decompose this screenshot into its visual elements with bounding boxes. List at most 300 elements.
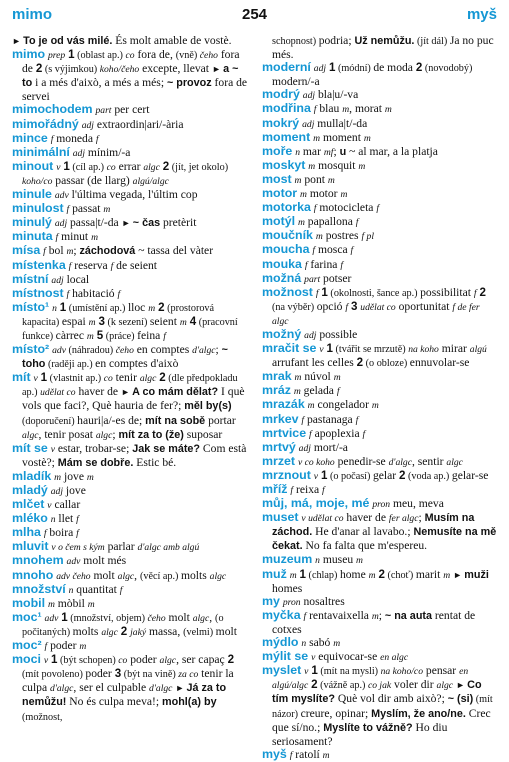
grammar-label: d'algc amb algú: [137, 542, 200, 554]
sense-number: 2: [311, 678, 318, 692]
grammar-label: adj: [304, 329, 317, 341]
grammar-label: algú/algc: [132, 175, 169, 187]
grammar-label: m: [342, 104, 350, 116]
translation-text: podria;: [318, 34, 355, 47]
grammar-label: f: [322, 485, 325, 496]
grammar-label: adv čeho: [56, 570, 91, 582]
grammar-label: v: [304, 666, 309, 678]
translation-text: mulla|t/-da: [314, 116, 368, 130]
grammar-label: pron: [282, 596, 301, 608]
grammar-label: adj: [50, 486, 63, 497]
gloss-note: (choť): [384, 569, 416, 581]
translation-text: ;: [215, 343, 222, 357]
headword: mimochodem: [12, 102, 93, 117]
grammar-label: co jak: [367, 680, 392, 692]
translation-text: molt: [90, 568, 118, 582]
translation-text: motocicleta: [316, 201, 377, 215]
grammar-label: algc: [95, 429, 113, 441]
translation-text: ;: [112, 427, 119, 441]
translation-text: poder: [47, 639, 80, 653]
translation-text: ;: [418, 511, 425, 525]
headword: možnost: [262, 284, 313, 299]
gloss-note: (s výjimkou): [42, 64, 100, 76]
headword: mrazák: [262, 397, 305, 412]
gloss-note: (mít názor): [272, 694, 493, 720]
translation-text: passa|t/-da: [67, 216, 122, 230]
translation-text: museu: [319, 553, 357, 567]
grammar-label: algc: [436, 680, 454, 692]
translation-text: poder: [85, 667, 115, 681]
grammar-label: f: [289, 749, 293, 761]
example-phrase: ~ toho: [22, 344, 228, 371]
dictionary-entry: [262, 469, 498, 483]
translation-text: potser: [320, 271, 352, 285]
example-phrase: Myslím, že ano/ne.: [371, 707, 466, 720]
headword: minule: [12, 187, 52, 202]
translation-text: mort/-a: [310, 440, 348, 454]
translation-text: fora de: [22, 48, 240, 76]
translation-text: voler dir: [391, 678, 437, 692]
translation-text: massa,: [146, 624, 184, 638]
grammar-label: adv: [52, 345, 66, 357]
example-phrase: měl by(s): [184, 400, 232, 413]
grammar-label: algc: [117, 570, 135, 582]
sense-number: 3: [350, 299, 358, 313]
grammar-label: f: [313, 203, 317, 215]
gloss-note: (být na vině): [121, 669, 179, 681]
grammar-label: jaký: [130, 626, 147, 638]
gloss-note: (oblast ap.): [74, 50, 126, 62]
grammar-label: f: [309, 428, 312, 440]
translation-text: homes: [272, 581, 303, 595]
header-first-word: mimo: [12, 6, 53, 23]
translation-text: fora de,: [134, 48, 176, 62]
grammar-label: m: [148, 302, 156, 314]
grammar-label: v udělat co: [301, 513, 344, 525]
grammar-label: čeho: [115, 345, 134, 357]
dictionary-entry: [12, 202, 248, 216]
translation-text: excepte, llevat: [139, 62, 212, 76]
translation-text: farina: [307, 257, 341, 271]
gloss-note: (doporučení): [22, 415, 78, 427]
dictionary-entry: [262, 88, 498, 102]
translation-text: He d'anar al lavabo.;: [312, 525, 414, 539]
grammar-label: v: [47, 500, 52, 512]
headword: minulost: [12, 201, 64, 216]
dictionary-entry: [262, 159, 498, 173]
example-phrase: A co mám dělat?: [132, 386, 219, 399]
example-phrase: a ~ to: [22, 63, 239, 90]
dictionary-entry: [262, 609, 498, 636]
translation-text: meu, meva: [390, 497, 444, 511]
translation-text: en comptes d'això: [95, 357, 179, 371]
headword: mladík: [12, 468, 52, 483]
translation-text: Crec que sí/no.;: [272, 706, 491, 734]
dictionary-entry: [12, 540, 248, 554]
gloss-note: (chlap): [306, 569, 340, 581]
dictionary-entry: [262, 441, 498, 455]
headword: moc²: [12, 638, 42, 653]
dictionary-entry: [262, 427, 498, 441]
dictionary-entry: [12, 230, 248, 244]
sense-number: 2: [415, 61, 423, 75]
grammar-label: f: [117, 288, 121, 300]
grammar-label: d'algc: [149, 683, 173, 695]
gloss-note: (jít, jet okolo): [169, 161, 229, 173]
example-phrase: Mám se dobře.: [57, 456, 134, 469]
translation-text: marit: [415, 567, 444, 581]
gloss-note: (o počitaných): [22, 612, 224, 638]
sense-number: 1: [321, 285, 328, 299]
translation-text: , tenir posat: [38, 427, 96, 441]
translation-text: extraordin|ari/-ària: [93, 117, 184, 131]
grammar-label: m: [308, 160, 316, 172]
grammar-label: f: [304, 259, 308, 271]
translation-text: mar: [300, 144, 324, 158]
grammar-label: m: [340, 189, 348, 201]
translation-text: , morat: [349, 102, 385, 116]
page-number: 254: [241, 6, 268, 23]
gloss-note: (voda ap.): [405, 470, 452, 482]
grammar-label: f: [345, 301, 349, 313]
headword: mrznout: [262, 467, 311, 482]
headword: mít: [12, 370, 31, 385]
grammar-label: m: [103, 204, 111, 216]
sense-number: 1: [328, 61, 336, 75]
translation-text: mirar: [438, 342, 470, 356]
dictionary-entry: [12, 287, 248, 301]
dictionary-entry: [12, 103, 248, 117]
grammar-label: m: [300, 189, 307, 201]
translation-text: jove: [62, 484, 86, 497]
grammar-label: v: [43, 655, 49, 667]
headword: mračit se: [262, 341, 317, 356]
headword: místní: [12, 271, 49, 286]
grammar-label: m: [333, 372, 341, 384]
sense-number: 2: [162, 159, 170, 173]
translation-text: estar, trobar-se;: [54, 441, 133, 455]
headword: muž: [262, 566, 287, 581]
grammar-label: f: [336, 386, 340, 398]
example-phrase: záchodová: [79, 245, 136, 258]
translation-text: Ja no puc més.: [272, 34, 494, 62]
translation-text: molts: [72, 624, 102, 638]
dictionary-entry: [12, 484, 248, 498]
grammar-label: m: [322, 749, 330, 761]
phrase-marker-icon: ►: [12, 36, 24, 46]
translation-text: oportunitat: [395, 299, 453, 313]
translation-text: Com està vostè?;: [22, 441, 247, 469]
translation-text: pastanaga: [304, 412, 356, 426]
grammar-label: v: [319, 344, 324, 356]
headword: mít se: [12, 440, 48, 455]
dictionary-entry: [12, 132, 248, 146]
translation-text: ratolí: [292, 747, 323, 761]
translation-text: congelador: [314, 398, 372, 412]
dictionary-entry: [262, 413, 498, 427]
dictionary-entry: [12, 371, 248, 441]
translation-text: en comptes: [133, 343, 193, 357]
grammar-label: m: [363, 132, 371, 144]
dictionary-entry: [12, 34, 248, 48]
example-phrase: mít za to (že): [118, 428, 184, 441]
gloss-note: (k sezení): [104, 316, 150, 328]
grammar-label: m: [87, 598, 95, 610]
grammar-label: f: [355, 217, 359, 229]
translation-text: No és culpa meva!;: [66, 695, 163, 709]
grammar-label: v: [56, 161, 61, 173]
sense-number: 1: [61, 610, 68, 624]
grammar-label: f: [350, 245, 354, 257]
dictionary-entry: [12, 188, 248, 202]
grammar-label: adj: [81, 119, 94, 131]
grammar-label: d'algc: [192, 345, 216, 357]
translation-text: molts: [180, 568, 210, 582]
dictionary-entry: [12, 653, 248, 723]
headword: mimořádný: [12, 116, 79, 131]
gloss-note: (vně): [175, 50, 200, 62]
headword: mrak: [262, 369, 292, 384]
translation-text: moment: [320, 130, 364, 144]
translation-text: mínim/-a: [85, 145, 131, 159]
headword: moskyt: [262, 157, 306, 172]
dictionary-entry: [12, 554, 248, 568]
grammar-label: en algú/algc: [272, 666, 469, 692]
translation-text: nosaltres: [300, 594, 345, 608]
dictionary-entry: [12, 259, 248, 273]
gloss-note: (mít na mysli): [317, 666, 381, 678]
translation-text: sabó: [306, 636, 334, 650]
grammar-label: f: [301, 414, 305, 426]
example-phrase: ~ (si): [447, 693, 474, 706]
grammar-label: n: [295, 146, 301, 158]
grammar-label: m: [86, 471, 94, 483]
phrase-marker-icon: ►: [455, 680, 468, 691]
headword: místenka: [12, 257, 66, 272]
grammar-label: m: [327, 174, 335, 186]
translation-text: Estic bé.: [133, 455, 177, 469]
grammar-label: en algc: [380, 652, 409, 664]
phrase-marker-icon: ►: [120, 387, 133, 398]
grammar-label: adj: [302, 90, 316, 102]
translation-text: rentat de cotxes: [272, 608, 476, 636]
headword: místnost: [12, 285, 64, 300]
grammar-label: co: [103, 373, 113, 385]
grammar-label: adj: [298, 442, 311, 454]
grammar-label: part: [95, 105, 112, 117]
grammar-label: co: [125, 50, 135, 62]
headword: mříž: [262, 482, 288, 496]
grammar-label: m: [289, 569, 297, 581]
example-phrase: ~ na auta: [384, 609, 433, 622]
grammar-label: algc: [22, 429, 39, 441]
grammar-label: n: [52, 302, 57, 314]
headword: moci: [12, 652, 41, 667]
sense-number: 3: [114, 667, 122, 681]
dictionary-entry: [262, 243, 498, 257]
headword: myčka: [262, 607, 301, 622]
dictionary-entry: [262, 328, 498, 342]
sense-number: 1: [299, 567, 306, 581]
phrase-marker-icon: ►: [453, 569, 465, 580]
dictionary-entry: [262, 272, 498, 286]
translation-text: haver de: [75, 385, 121, 399]
translation-text: i a més d'això, a més a més;: [32, 76, 167, 90]
translation-text: llet: [55, 512, 77, 526]
translation-text: mosca: [315, 243, 351, 257]
dictionary-entry: [12, 216, 248, 230]
translation-text: haver de: [343, 511, 389, 525]
grammar-label: f: [312, 245, 316, 257]
example-phrase: Musím na záchod.: [272, 512, 475, 539]
grammar-label: m: [91, 232, 98, 244]
grammar-label: v: [311, 652, 316, 664]
translation-text: possible: [316, 327, 358, 341]
translation-text: local: [63, 272, 90, 286]
sense-number: 2: [158, 300, 165, 314]
translation-text: suposar: [183, 427, 223, 441]
grammar-label: m: [297, 217, 305, 229]
translation-text: núvol: [301, 370, 334, 384]
grammar-label: f: [76, 528, 79, 540]
gloss-note: (tvářit se mrzutě): [332, 344, 409, 356]
headword: mýlit se: [262, 649, 309, 664]
grammar-label: v o čem s kým: [51, 542, 105, 554]
sense-number: 2: [227, 653, 235, 667]
sense-number: 1: [59, 300, 67, 314]
translation-text: ,: [134, 568, 140, 582]
sense-number: 1: [311, 664, 318, 678]
headword: možná: [262, 270, 302, 285]
dictionary-entry: [262, 511, 498, 553]
dictionary-entry: [12, 160, 248, 188]
headword: modrý: [262, 87, 300, 102]
translation-text: opció: [316, 299, 346, 313]
grammar-label: m: [358, 160, 366, 172]
grammar-label: f: [50, 133, 54, 145]
headword: mráz: [262, 383, 291, 398]
translation-text: apoplexia: [311, 426, 363, 440]
translation-text: passat: [69, 202, 104, 216]
dictionary-entry: [12, 442, 248, 470]
gloss-note: (novodobý): [422, 63, 473, 75]
grammar-label: m: [313, 132, 321, 144]
translation-text: ~ tassa del vàter: [135, 244, 214, 258]
translation-text: home: [339, 567, 369, 581]
grammar-label: algc: [143, 161, 160, 173]
dictionary-entry: [262, 650, 498, 664]
headword: mnoho: [12, 567, 54, 582]
grammar-label: adj: [302, 118, 315, 130]
phrase-marker-icon: ►: [121, 218, 133, 229]
grammar-label: v: [313, 470, 319, 482]
grammar-label: algc: [192, 612, 210, 624]
translation-text: rentavaixella: [306, 608, 372, 622]
dictionary-entry: [262, 384, 498, 398]
translation-text: pont: [301, 172, 328, 186]
grammar-label: co: [118, 655, 128, 667]
grammar-label: adv: [44, 612, 59, 624]
translation-text: ;: [378, 608, 385, 622]
translation-text: passar (de llarg): [52, 173, 133, 187]
translation-text: fora de servei: [22, 76, 248, 104]
grammar-label: n: [68, 584, 74, 596]
dictionary-entry: [262, 553, 498, 567]
grammar-label: f: [95, 133, 99, 145]
translation-text: I què vols que faci?, Què hauria de fer?;: [22, 385, 245, 413]
translation-text: seient: [149, 314, 180, 328]
grammar-label: algc: [101, 626, 118, 638]
translation-text: Ho diu seriosament?: [272, 720, 448, 748]
dictionary-entry: [12, 639, 248, 653]
gloss-note: schopnost): [272, 36, 319, 47]
dictionary-entry: [12, 301, 248, 343]
translation-text: pretèrit: [160, 216, 197, 230]
grammar-label: f: [355, 414, 359, 426]
dictionary-entry: [12, 498, 248, 512]
gloss-note: (možnost,: [22, 711, 63, 723]
dictionary-entry: [12, 273, 248, 287]
translation-text: pensar: [423, 664, 460, 678]
dictionary-entry: [262, 201, 498, 215]
translation-text: parlar: [104, 540, 138, 554]
headword: možný: [262, 326, 302, 341]
headword: mrtvice: [262, 425, 307, 440]
dictionary-entry: [12, 526, 248, 540]
sense-number: 1: [40, 371, 48, 385]
example-phrase: Nemusíte na mě čekat.: [272, 526, 497, 553]
sense-number: 1: [51, 653, 58, 667]
example-phrase: Jak se máte?: [132, 442, 201, 455]
grammar-label: adj: [51, 274, 64, 286]
headword: můj, má, moje, mé: [262, 496, 370, 511]
grammar-label: m: [79, 641, 87, 653]
dictionary-entry: [262, 568, 498, 595]
grammar-label: n: [301, 638, 307, 650]
sense-number: 1: [68, 48, 75, 62]
grammar-label: f: [313, 104, 317, 116]
headword: minuta: [12, 229, 53, 244]
sense-number: 2: [479, 285, 486, 299]
headword: mlčet: [12, 497, 45, 512]
translation-text: molt: [215, 624, 237, 638]
dictionary-entry: [12, 583, 248, 597]
gloss-note: (vlastnit ap.): [47, 373, 104, 385]
example-phrase: muži: [464, 568, 489, 581]
grammar-label: adj: [54, 218, 68, 230]
grammar-label: algc: [159, 655, 177, 667]
translation-text: molt: [165, 610, 193, 624]
headword: místo²: [12, 342, 50, 357]
headword: mýdlo: [262, 635, 299, 650]
grammar-label: n: [315, 555, 320, 567]
gloss-note: (náhradou): [65, 345, 116, 357]
translation-text: blau: [316, 102, 343, 116]
headword: moc¹: [12, 609, 42, 624]
gloss-note: (věcí ap.): [139, 570, 181, 582]
dictionary-entry: [262, 483, 498, 497]
headword: mléko: [12, 511, 48, 526]
grammar-label: f: [43, 246, 46, 258]
translation-text: ,: [209, 610, 216, 624]
headword: mrzet: [262, 453, 296, 468]
dictionary-entry: [262, 102, 498, 116]
sense-number: 1: [326, 342, 333, 356]
dictionary-entry: [262, 497, 498, 511]
translation-text: l'última vegada, l'últim cop: [68, 188, 198, 202]
sense-number: 2: [35, 62, 43, 76]
headword: množství: [12, 581, 66, 596]
